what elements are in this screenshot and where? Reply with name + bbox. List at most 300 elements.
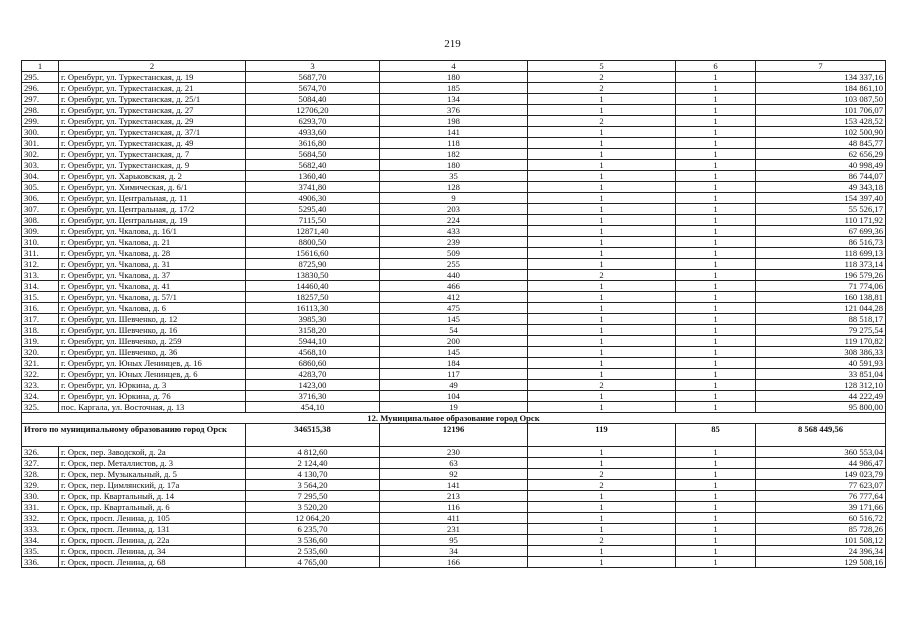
col6-cell: 1: [676, 557, 756, 568]
area-cell: 3616,80: [246, 138, 380, 149]
amount-cell: 48 845,77: [756, 138, 886, 149]
address-cell: г. Оренбург, ул. Харьковская, д. 2: [59, 171, 246, 182]
row-number: 309.: [22, 226, 59, 237]
amount-cell: 62 656,29: [756, 149, 886, 160]
table-row: [22, 281, 886, 292]
col5-cell: 1: [528, 314, 676, 325]
table-row: [22, 138, 886, 149]
area-cell: 3985,30: [246, 314, 380, 325]
amount-cell: 71 774,06: [756, 281, 886, 292]
row-number: 313.: [22, 270, 59, 281]
address-cell: г. Орск, просп. Ленина, д. 131: [59, 524, 246, 535]
table-row: [22, 369, 886, 380]
area-cell: 16113,30: [246, 303, 380, 314]
row-number: 328.: [22, 469, 59, 480]
col6-cell: 1: [676, 138, 756, 149]
area-cell: 4 130,70: [246, 469, 380, 480]
col5-cell: 1: [528, 347, 676, 358]
row-number: 336.: [22, 557, 59, 568]
area-cell: 6 235,70: [246, 524, 380, 535]
col6-cell: 1: [676, 171, 756, 182]
amount-cell: 101 706,07: [756, 105, 886, 116]
col5-cell: 1: [528, 557, 676, 568]
col5-cell: 1: [528, 248, 676, 259]
col5-cell: 1: [528, 325, 676, 336]
address-cell: г. Оренбург, ул. Центральная, д. 17/2: [59, 204, 246, 215]
area-cell: 4 765,00: [246, 557, 380, 568]
table-row: [22, 94, 886, 105]
col6-cell: 1: [676, 204, 756, 215]
row-number: 297.: [22, 94, 59, 105]
area-cell: 5687,70: [246, 72, 380, 83]
residents-cell: 182: [380, 149, 528, 160]
address-cell: г. Оренбург, ул. Шевченко, д. 259: [59, 336, 246, 347]
row-number: 299.: [22, 116, 59, 127]
col5-cell: 1: [528, 502, 676, 513]
col5-cell: 2: [528, 469, 676, 480]
residents-cell: 118: [380, 138, 528, 149]
amount-cell: 77 623,07: [756, 480, 886, 491]
row-number: 318.: [22, 325, 59, 336]
col6-cell: 1: [676, 160, 756, 171]
residents-cell: 145: [380, 347, 528, 358]
row-number: 304.: [22, 171, 59, 182]
residents-cell: 166: [380, 557, 528, 568]
table-row: [22, 193, 886, 204]
address-cell: г. Орск, пер. Музыкальный, д. 5: [59, 469, 246, 480]
total-row: [22, 424, 886, 447]
row-number: 329.: [22, 480, 59, 491]
area-cell: 3716,30: [246, 391, 380, 402]
residents-cell: 213: [380, 491, 528, 502]
residents-cell: 34: [380, 546, 528, 557]
address-cell: г. Оренбург, ул. Центральная, д. 19: [59, 215, 246, 226]
col6-cell: 1: [676, 458, 756, 469]
amount-cell: 134 337,16: [756, 72, 886, 83]
col5-cell: 2: [528, 270, 676, 281]
column-number: 1: [22, 61, 59, 72]
amount-cell: 154 397,40: [756, 193, 886, 204]
table-row: [22, 513, 886, 524]
row-number: 317.: [22, 314, 59, 325]
residents-cell: 104: [380, 391, 528, 402]
row-number: 335.: [22, 546, 59, 557]
amount-cell: 103 087,50: [756, 94, 886, 105]
residents-cell: 95: [380, 535, 528, 546]
table-row: [22, 160, 886, 171]
area-cell: 5674,70: [246, 83, 380, 94]
col6-cell: 1: [676, 535, 756, 546]
row-number: 319.: [22, 336, 59, 347]
table-row: [22, 380, 886, 391]
table-row: [22, 204, 886, 215]
area-cell: 3158,20: [246, 325, 380, 336]
amount-cell: 49 343,18: [756, 182, 886, 193]
address-cell: г. Оренбург, ул. Туркестанская, д. 27: [59, 105, 246, 116]
row-number: 331.: [22, 502, 59, 513]
address-cell: г. Оренбург, ул. Туркестанская, д. 29: [59, 116, 246, 127]
col5-cell: 1: [528, 369, 676, 380]
col5-cell: 2: [528, 83, 676, 94]
amount-cell: 129 508,16: [756, 557, 886, 568]
amount-cell: 118 699,13: [756, 248, 886, 259]
col5-cell: 1: [528, 149, 676, 160]
address-cell: г. Оренбург, ул. Шевченко, д. 12: [59, 314, 246, 325]
row-number: 316.: [22, 303, 59, 314]
area-cell: 4 812,60: [246, 447, 380, 458]
amount-cell: 76 777,64: [756, 491, 886, 502]
residents-cell: 180: [380, 72, 528, 83]
area-cell: 2 535,60: [246, 546, 380, 557]
address-cell: г. Оренбург, ул. Чкалова, д. 57/1: [59, 292, 246, 303]
address-cell: г. Оренбург, ул. Туркестанская, д. 49: [59, 138, 246, 149]
address-cell: г. Оренбург, ул. Шевченко, д. 36: [59, 347, 246, 358]
amount-cell: 39 171,66: [756, 502, 886, 513]
row-number: 325.: [22, 402, 59, 413]
address-cell: г. Оренбург, ул. Юркина, д. 76: [59, 391, 246, 402]
col6-cell: 1: [676, 369, 756, 380]
column-number: 7: [756, 61, 886, 72]
address-cell: г. Оренбург, ул. Туркестанская, д. 9: [59, 160, 246, 171]
col5-cell: 2: [528, 480, 676, 491]
column-number: 6: [676, 61, 756, 72]
amount-cell: 86 516,73: [756, 237, 886, 248]
amount-cell: 149 023,79: [756, 469, 886, 480]
address-cell: г. Оренбург, ул. Чкалова, д. 16/1: [59, 226, 246, 237]
col6-cell: 1: [676, 182, 756, 193]
address-cell: г. Орск, пр. Квартальный, д. 6: [59, 502, 246, 513]
area-cell: 5084,40: [246, 94, 380, 105]
table-row: [22, 105, 886, 116]
amount-cell: 110 171,92: [756, 215, 886, 226]
address-cell: г. Орск, просп. Ленина, д. 34: [59, 546, 246, 557]
amount-cell: 60 516,72: [756, 513, 886, 524]
residents-cell: 63: [380, 458, 528, 469]
address-cell: г. Оренбург, ул. Туркестанская, д. 37/1: [59, 127, 246, 138]
col6-cell: 1: [676, 380, 756, 391]
area-cell: 4906,30: [246, 193, 380, 204]
address-cell: г. Оренбург, ул. Туркестанская, д. 7: [59, 149, 246, 160]
residents-cell: 224: [380, 215, 528, 226]
area-cell: 7 295,50: [246, 491, 380, 502]
table-body: [22, 61, 886, 568]
address-cell: г. Оренбург, ул. Чкалова, д. 41: [59, 281, 246, 292]
area-cell: 5944,10: [246, 336, 380, 347]
col5-cell: 1: [528, 458, 676, 469]
area-cell: 454,10: [246, 402, 380, 413]
col5-cell: 2: [528, 380, 676, 391]
table-row: [22, 303, 886, 314]
address-cell: г. Оренбург, ул. Чкалова, д. 21: [59, 237, 246, 248]
address-cell: г. Оренбург, ул. Юных Ленинцев, д. 6: [59, 369, 246, 380]
row-number: 298.: [22, 105, 59, 116]
row-number: 310.: [22, 237, 59, 248]
row-number: 334.: [22, 535, 59, 546]
address-cell: г. Оренбург, ул. Туркестанская, д. 19: [59, 72, 246, 83]
col6-cell: 1: [676, 72, 756, 83]
residents-cell: 184: [380, 358, 528, 369]
row-number: 322.: [22, 369, 59, 380]
table-row: [22, 480, 886, 491]
row-number: 321.: [22, 358, 59, 369]
col5-cell: 1: [528, 160, 676, 171]
table-row: [22, 226, 886, 237]
area-cell: 12871,40: [246, 226, 380, 237]
residents-cell: 134: [380, 94, 528, 105]
area-cell: 14460,40: [246, 281, 380, 292]
address-cell: г. Орск, пер. Металлистов, д. 3: [59, 458, 246, 469]
area-cell: 8800,50: [246, 237, 380, 248]
address-cell: г. Орск, пер. Заводской, д. 2а: [59, 447, 246, 458]
amount-cell: 95 800,00: [756, 402, 886, 413]
amount-cell: 40 591,93: [756, 358, 886, 369]
table-row: [22, 171, 886, 182]
area-cell: 8725,90: [246, 259, 380, 270]
amount-cell: 121 044,28: [756, 303, 886, 314]
area-cell: 7115,50: [246, 215, 380, 226]
col5-cell: 1: [528, 391, 676, 402]
amount-cell: 184 861,10: [756, 83, 886, 94]
row-number: 320.: [22, 347, 59, 358]
address-cell: пос. Каргала, ул. Восточная, д. 13: [59, 402, 246, 413]
residents-cell: 49: [380, 380, 528, 391]
residents-cell: 116: [380, 502, 528, 513]
residents-cell: 200: [380, 336, 528, 347]
table-row: [22, 325, 886, 336]
area-cell: 5295,40: [246, 204, 380, 215]
col6-cell: 1: [676, 325, 756, 336]
address-cell: г. Оренбург, ул. Туркестанская, д. 25/1: [59, 94, 246, 105]
col6-cell: 1: [676, 391, 756, 402]
col5-cell: 1: [528, 215, 676, 226]
residents-cell: 203: [380, 204, 528, 215]
col6-cell: 1: [676, 149, 756, 160]
col5-cell: 1: [528, 524, 676, 535]
table-row: [22, 469, 886, 480]
table-row: [22, 215, 886, 226]
row-number: 305.: [22, 182, 59, 193]
row-number: 326.: [22, 447, 59, 458]
area-cell: 13830,50: [246, 270, 380, 281]
table-row: [22, 116, 886, 127]
residents-cell: 141: [380, 127, 528, 138]
residents-cell: 145: [380, 314, 528, 325]
address-cell: г. Оренбург, ул. Чкалова, д. 28: [59, 248, 246, 259]
col5-cell: 1: [528, 127, 676, 138]
amount-cell: 44 986,47: [756, 458, 886, 469]
col6-cell: 1: [676, 281, 756, 292]
residents-cell: 35: [380, 171, 528, 182]
column-number-row: [22, 61, 886, 72]
housing-register-table: [21, 60, 886, 568]
amount-cell: 33 851,04: [756, 369, 886, 380]
residents-cell: 9: [380, 193, 528, 204]
amount-cell: 85 728,26: [756, 524, 886, 535]
residents-cell: 185: [380, 83, 528, 94]
table-row: [22, 314, 886, 325]
col6-cell: 1: [676, 193, 756, 204]
residents-cell: 376: [380, 105, 528, 116]
row-number: 332.: [22, 513, 59, 524]
col6-cell: 1: [676, 491, 756, 502]
col5-cell: 1: [528, 292, 676, 303]
area-cell: 1360,40: [246, 171, 380, 182]
row-number: 333.: [22, 524, 59, 535]
col6-cell: 1: [676, 94, 756, 105]
col6-cell: 1: [676, 226, 756, 237]
table-row: [22, 358, 886, 369]
table-row: [22, 502, 886, 513]
amount-cell: 119 170,82: [756, 336, 886, 347]
address-cell: г. Орск, пр. Квартальный, д. 14: [59, 491, 246, 502]
amount-cell: 55 526,17: [756, 204, 886, 215]
col6-cell: 1: [676, 347, 756, 358]
col5-cell: 1: [528, 281, 676, 292]
area-cell: 2 124,40: [246, 458, 380, 469]
area-cell: 3 564,20: [246, 480, 380, 491]
residents-cell: 411: [380, 513, 528, 524]
col6-cell: 1: [676, 116, 756, 127]
col5-cell: 1: [528, 171, 676, 182]
area-cell: 5684,50: [246, 149, 380, 160]
table-row: [22, 491, 886, 502]
address-cell: г. Оренбург, ул. Юных Ленинцев, д. 16: [59, 358, 246, 369]
row-number: 301.: [22, 138, 59, 149]
col5-cell: 1: [528, 182, 676, 193]
table-row: [22, 72, 886, 83]
row-number: 295.: [22, 72, 59, 83]
col5-cell: 1: [528, 259, 676, 270]
amount-cell: 153 428,52: [756, 116, 886, 127]
amount-cell: 118 373,14: [756, 259, 886, 270]
table-row: [22, 83, 886, 94]
amount-cell: 102 500,90: [756, 127, 886, 138]
col6-cell: 1: [676, 127, 756, 138]
col5-cell: 1: [528, 358, 676, 369]
row-number: 296.: [22, 83, 59, 94]
col6-cell: 1: [676, 314, 756, 325]
col5-cell: 1: [528, 105, 676, 116]
area-cell: 6860,60: [246, 358, 380, 369]
col5-cell: 1: [528, 303, 676, 314]
address-cell: г. Оренбург, ул. Шевченко, д. 16: [59, 325, 246, 336]
row-number: 303.: [22, 160, 59, 171]
residents-cell: 141: [380, 480, 528, 491]
amount-cell: 128 312,10: [756, 380, 886, 391]
address-cell: г. Оренбург, ул. Юркина, д. 3: [59, 380, 246, 391]
table-row: [22, 182, 886, 193]
col6-cell: 1: [676, 83, 756, 94]
area-cell: 6293,70: [246, 116, 380, 127]
table-row: [22, 259, 886, 270]
table-row: [22, 248, 886, 259]
address-cell: г. Оренбург, ул. Чкалова, д. 6: [59, 303, 246, 314]
row-number: 327.: [22, 458, 59, 469]
row-number: 300.: [22, 127, 59, 138]
row-number: 308.: [22, 215, 59, 226]
col5-cell: 1: [528, 193, 676, 204]
amount-cell: 360 553,04: [756, 447, 886, 458]
table-row: [22, 557, 886, 568]
page-number: 219: [444, 38, 461, 50]
row-number: 324.: [22, 391, 59, 402]
area-cell: 12 064,20: [246, 513, 380, 524]
table-row: [22, 546, 886, 557]
area-cell: 3741,80: [246, 182, 380, 193]
residents-cell: 433: [380, 226, 528, 237]
col5-cell: 1: [528, 94, 676, 105]
amount-cell: 79 275,54: [756, 325, 886, 336]
total-amount: 8 568 449,56: [756, 424, 886, 447]
area-cell: 15616,60: [246, 248, 380, 259]
col5-cell: 1: [528, 491, 676, 502]
col5-cell: 1: [528, 447, 676, 458]
col6-cell: 1: [676, 480, 756, 491]
residents-cell: 54: [380, 325, 528, 336]
address-cell: г. Оренбург, ул. Чкалова, д. 37: [59, 270, 246, 281]
col6-cell: 1: [676, 303, 756, 314]
total-label: Итого по муниципальному образованию город Орск: [22, 424, 246, 447]
residents-cell: 92: [380, 469, 528, 480]
table-row: [22, 524, 886, 535]
residents-cell: 466: [380, 281, 528, 292]
col6-cell: 1: [676, 215, 756, 226]
col5-cell: 2: [528, 72, 676, 83]
col6-cell: 1: [676, 270, 756, 281]
col6-cell: 1: [676, 546, 756, 557]
residents-cell: 19: [380, 402, 528, 413]
column-number: 3: [246, 61, 380, 72]
col5-cell: 1: [528, 336, 676, 347]
table-row: [22, 292, 886, 303]
amount-cell: 101 508,12: [756, 535, 886, 546]
col5-cell: 1: [528, 402, 676, 413]
column-number: 4: [380, 61, 528, 72]
area-cell: 3 520,20: [246, 502, 380, 513]
table-row: [22, 447, 886, 458]
table-row: [22, 149, 886, 160]
col6-cell: 1: [676, 513, 756, 524]
amount-cell: 88 518,17: [756, 314, 886, 325]
table-row: [22, 270, 886, 281]
table-row: [22, 127, 886, 138]
amount-cell: 67 699,36: [756, 226, 886, 237]
total-residents: 12196: [380, 424, 528, 447]
address-cell: г. Орск, просп. Ленина, д. 105: [59, 513, 246, 524]
residents-cell: 412: [380, 292, 528, 303]
row-number: 311.: [22, 248, 59, 259]
residents-cell: 231: [380, 524, 528, 535]
col6-cell: 1: [676, 248, 756, 259]
area-cell: 4933,60: [246, 127, 380, 138]
col6-cell: 1: [676, 524, 756, 535]
section-title: 12. Муниципальное образование город Орск: [22, 413, 886, 424]
residents-cell: 128: [380, 182, 528, 193]
total-col5: 119: [528, 424, 676, 447]
table-row: [22, 237, 886, 248]
col6-cell: 1: [676, 469, 756, 480]
row-number: 314.: [22, 281, 59, 292]
row-number: 306.: [22, 193, 59, 204]
row-number: 315.: [22, 292, 59, 303]
address-cell: г. Орск, просп. Ленина, д. 22а: [59, 535, 246, 546]
address-cell: г. Оренбург, ул. Туркестанская, д. 21: [59, 83, 246, 94]
column-number: 5: [528, 61, 676, 72]
residents-cell: 440: [380, 270, 528, 281]
amount-cell: 24 396,34: [756, 546, 886, 557]
total-area: 346515,38: [246, 424, 380, 447]
residents-cell: 117: [380, 369, 528, 380]
